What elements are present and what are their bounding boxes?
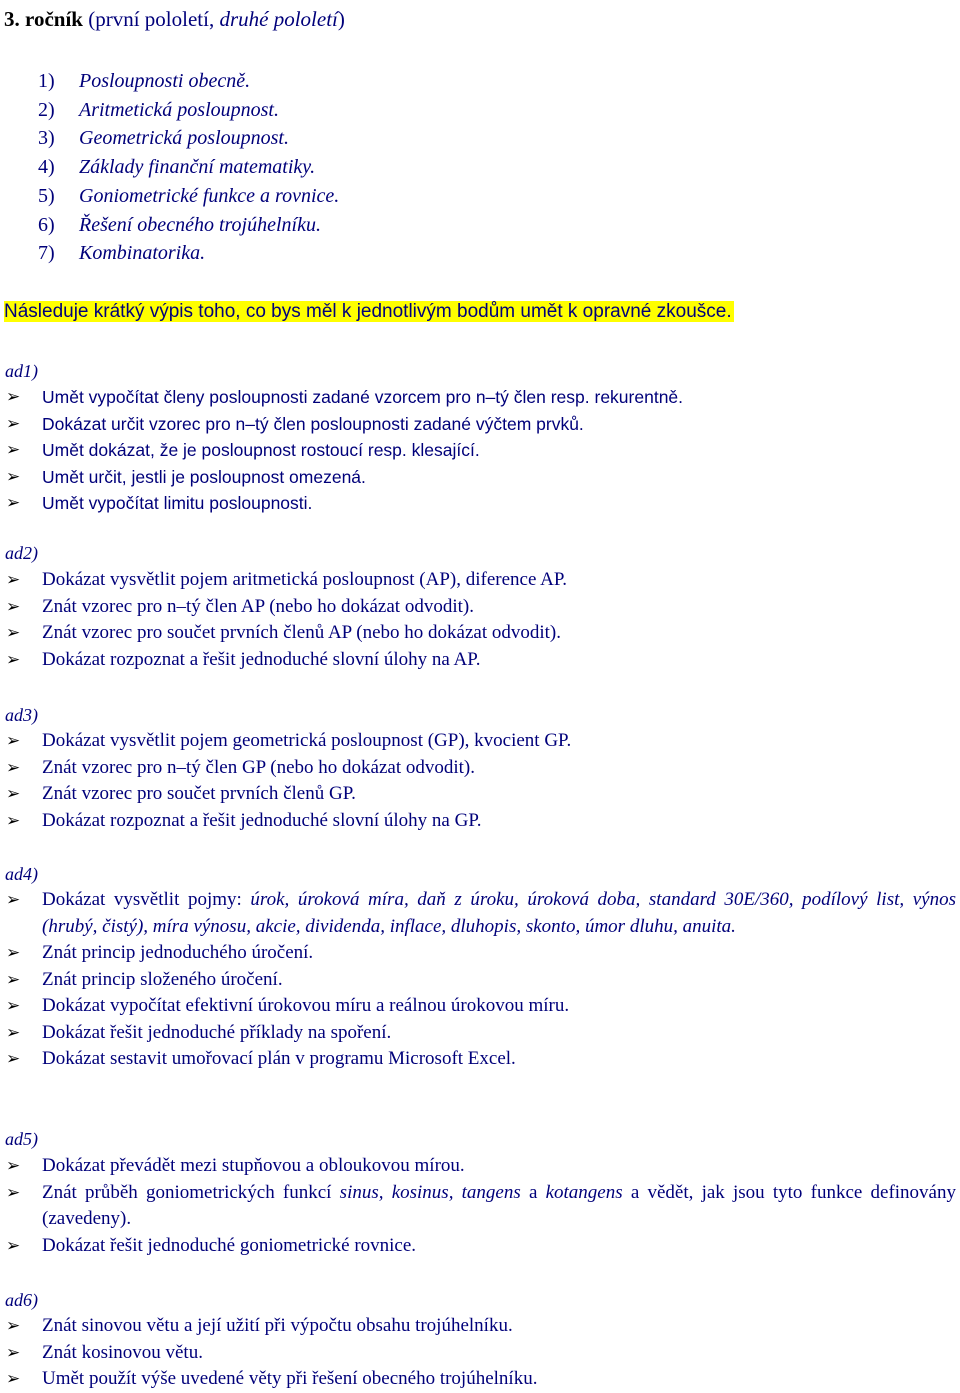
section-list-ad6 — [0, 1313, 956, 1393]
topic-item — [38, 211, 339, 240]
arrow-bullet-icon: ➢ — [6, 493, 21, 513]
arrow-bullet-icon: ➢ — [6, 1049, 21, 1069]
section-list-ad4 — [0, 887, 956, 1073]
item-text: Dokázat sestavit umořovací plán v programu Microsoft Excel. — [42, 1048, 516, 1069]
list-item — [0, 490, 956, 517]
arrow-bullet-icon: ➢ — [6, 943, 21, 963]
item-text: Umět vypočítat členy posloupnosti zadané vzorcem pro n–tý člen resp. rekurentně. — [42, 387, 684, 407]
section-list-ad1 — [0, 384, 956, 517]
arrow-bullet-icon: ➢ — [6, 1235, 21, 1256]
list-item — [0, 1233, 956, 1260]
function-name-kotangens: kotangens — [545, 1181, 623, 1203]
list-item — [0, 411, 956, 438]
heading-separator: , — [208, 7, 220, 31]
arrow-bullet-icon: ➢ — [6, 1182, 21, 1203]
item-text: Znát princip složeného úročení. — [42, 968, 283, 990]
item-text: Dokázat vysvětlit pojmy: — [42, 889, 251, 910]
item-text: Dokázat určit vzorec pro n–tý člen posloupnosti zadané výčtem prvků. — [42, 413, 584, 434]
item-text: Dokázat rozpoznat a řešit jednoduché slovní úlohy na AP. — [42, 648, 481, 670]
arrow-bullet-icon: ➢ — [6, 413, 21, 434]
item-text: Znát kosinovou větu. — [42, 1341, 203, 1363]
item-text: Znát vzorec pro součet prvních členů AP (nebo ho dokázat odvodit). — [42, 622, 562, 643]
finance-terms: úrok, úroková míra, daň z úroku, úroková doba, standard 30E/360, podílový list, výnos (hrubý, čistý), míra výnosu, akcie, dividenda, inflace, dluhopis, skonto, úmor dluhu, anuita. — [42, 889, 956, 937]
first-half-label: první pololetí — [95, 7, 209, 31]
item-text: Znát sinovou větu a její užití při výpočtu obsahu trojúhelníku. — [42, 1315, 513, 1336]
list-item — [0, 1020, 956, 1047]
arrow-bullet-icon: ➢ — [6, 1342, 21, 1363]
item-text: Umět vypočítat limitu posloupnosti. — [42, 493, 313, 513]
item-text: Dokázat převádět mezi stupňovou a obloukovou mírou. — [42, 1155, 465, 1176]
arrow-bullet-icon: ➢ — [6, 387, 21, 407]
arrow-bullet-icon: ➢ — [6, 996, 21, 1016]
arrow-bullet-icon: ➢ — [6, 810, 21, 831]
item-text: Umět určit, jestli je posloupnost omezená. — [42, 466, 366, 487]
heading-close-paren: ) — [337, 7, 345, 31]
item-text: Znát princip jednoduchého úročení. — [42, 942, 314, 963]
item-text: Dokázat řešit jednoduché goniometrické rovnice. — [42, 1234, 417, 1256]
item-text: Dokázat vysvětlit pojem geometrická posloupnost (GP), kvocient GP. — [42, 730, 572, 751]
section-title-ad4: ad4) — [5, 864, 38, 884]
topic-item — [38, 182, 339, 211]
topic-list — [38, 67, 339, 268]
arrow-bullet-icon: ➢ — [6, 1316, 21, 1336]
section-list-ad5 — [0, 1153, 956, 1259]
topic-number: 7) — [38, 242, 55, 265]
arrow-bullet-icon: ➢ — [6, 784, 21, 804]
topic-text: Aritmetická posloupnost. — [79, 98, 279, 121]
arrow-bullet-icon: ➢ — [6, 731, 21, 751]
topic-item — [38, 124, 339, 153]
intro-highlight: Následuje krátký výpis toho, co bys měl k jednotlivým bodům umět k opravné zkoušce. — [4, 301, 732, 322]
list-item — [0, 1313, 956, 1340]
section-list-ad3 — [0, 728, 956, 834]
arrow-bullet-icon: ➢ — [6, 890, 21, 910]
topic-number: 5) — [38, 184, 55, 207]
item-text: a — [520, 1181, 546, 1203]
topic-item — [38, 67, 339, 96]
list-item — [0, 808, 956, 835]
intro-note — [4, 298, 734, 326]
list-item — [0, 384, 956, 411]
section-title-ad5: ad5) — [5, 1129, 38, 1149]
item-text: Znát průběh goniometrických funkcí — [42, 1181, 340, 1203]
arrow-bullet-icon: ➢ — [6, 623, 21, 643]
arrow-bullet-icon: ➢ — [6, 1022, 21, 1043]
arrow-bullet-icon: ➢ — [6, 1369, 21, 1389]
section-title-ad1: ad1) — [5, 361, 38, 381]
list-item — [0, 437, 956, 464]
list-item — [0, 728, 956, 755]
item-text: Dokázat vypočítat efektivní úrokovou míru a reálnou úrokovou míru. — [42, 995, 570, 1016]
item-text: Znát vzorec pro součet prvních členů GP. — [42, 783, 356, 804]
topic-text: Geometrická posloupnost. — [79, 127, 289, 150]
function-names: sinus, kosinus, tangens — [339, 1181, 521, 1203]
list-item — [0, 1340, 956, 1367]
list-item — [0, 781, 956, 808]
list-item — [0, 967, 956, 994]
section-title-ad2: ad2) — [5, 543, 38, 563]
section-list-ad2 — [0, 567, 956, 673]
topic-number: 6) — [38, 213, 55, 236]
topic-text: Goniometrické funkce a rovnice. — [79, 184, 340, 207]
heading-open-paren: ( — [82, 7, 96, 31]
topic-text: Řešení obecného trojúhelníku. — [79, 213, 321, 236]
topic-number: 1) — [38, 70, 55, 92]
page-heading — [4, 6, 345, 32]
topic-number: 3) — [38, 127, 55, 150]
arrow-bullet-icon: ➢ — [6, 649, 21, 670]
item-text: a vědět, jak jsou tyto funkce definovány (zavedeny). — [42, 1181, 956, 1229]
arrow-bullet-icon: ➢ — [6, 757, 21, 778]
topic-text: Kombinatorika. — [79, 242, 206, 265]
list-item — [0, 755, 956, 782]
list-item — [0, 464, 956, 491]
list-item — [0, 887, 956, 940]
topic-item — [38, 239, 339, 268]
arrow-bullet-icon: ➢ — [6, 1156, 21, 1176]
section-title-ad6: ad6) — [5, 1290, 38, 1310]
arrow-bullet-icon: ➢ — [6, 570, 21, 590]
list-item — [0, 940, 956, 967]
list-item — [0, 1180, 956, 1233]
topic-number: 4) — [38, 156, 55, 179]
item-text: Dokázat řešit jednoduché příklady na spoření. — [42, 1021, 392, 1043]
second-half-label: druhé pololetí — [219, 7, 338, 31]
arrow-bullet-icon: ➢ — [6, 596, 21, 617]
item-text: Dokázat vysvětlit pojem aritmetická posloupnost (AP), diference AP. — [42, 569, 568, 590]
item-text: Znát vzorec pro n–tý člen GP (nebo ho dokázat odvodit). — [42, 756, 476, 778]
arrow-bullet-icon: ➢ — [6, 969, 21, 990]
list-item — [0, 567, 956, 594]
topic-number: 2) — [38, 98, 55, 121]
list-item — [0, 993, 956, 1020]
list-item — [0, 1046, 956, 1073]
item-text: Znát vzorec pro n–tý člen AP (nebo ho dokázat odvodit). — [42, 595, 474, 617]
list-item — [0, 594, 956, 621]
item-text: Umět dokázat, že je posloupnost rostoucí resp. klesající. — [42, 440, 480, 460]
section-title-ad3: ad3) — [5, 705, 38, 725]
list-item — [0, 620, 956, 647]
topic-item — [38, 96, 339, 125]
list-item — [0, 1153, 956, 1180]
list-item — [0, 647, 956, 674]
list-item — [0, 1366, 956, 1393]
item-text: Umět použít výše uvedené věty při řešení obecného trojúhelníku. — [42, 1368, 538, 1389]
grade-label: 3. ročník — [4, 7, 83, 31]
arrow-bullet-icon: ➢ — [6, 466, 21, 487]
topic-text: Posloupnosti obecně. — [79, 70, 251, 92]
topic-text: Základy finanční matematiky. — [79, 156, 316, 179]
arrow-bullet-icon: ➢ — [6, 440, 21, 460]
item-text: Dokázat rozpoznat a řešit jednoduché slovní úlohy na GP. — [42, 809, 482, 831]
topic-item — [38, 153, 339, 182]
